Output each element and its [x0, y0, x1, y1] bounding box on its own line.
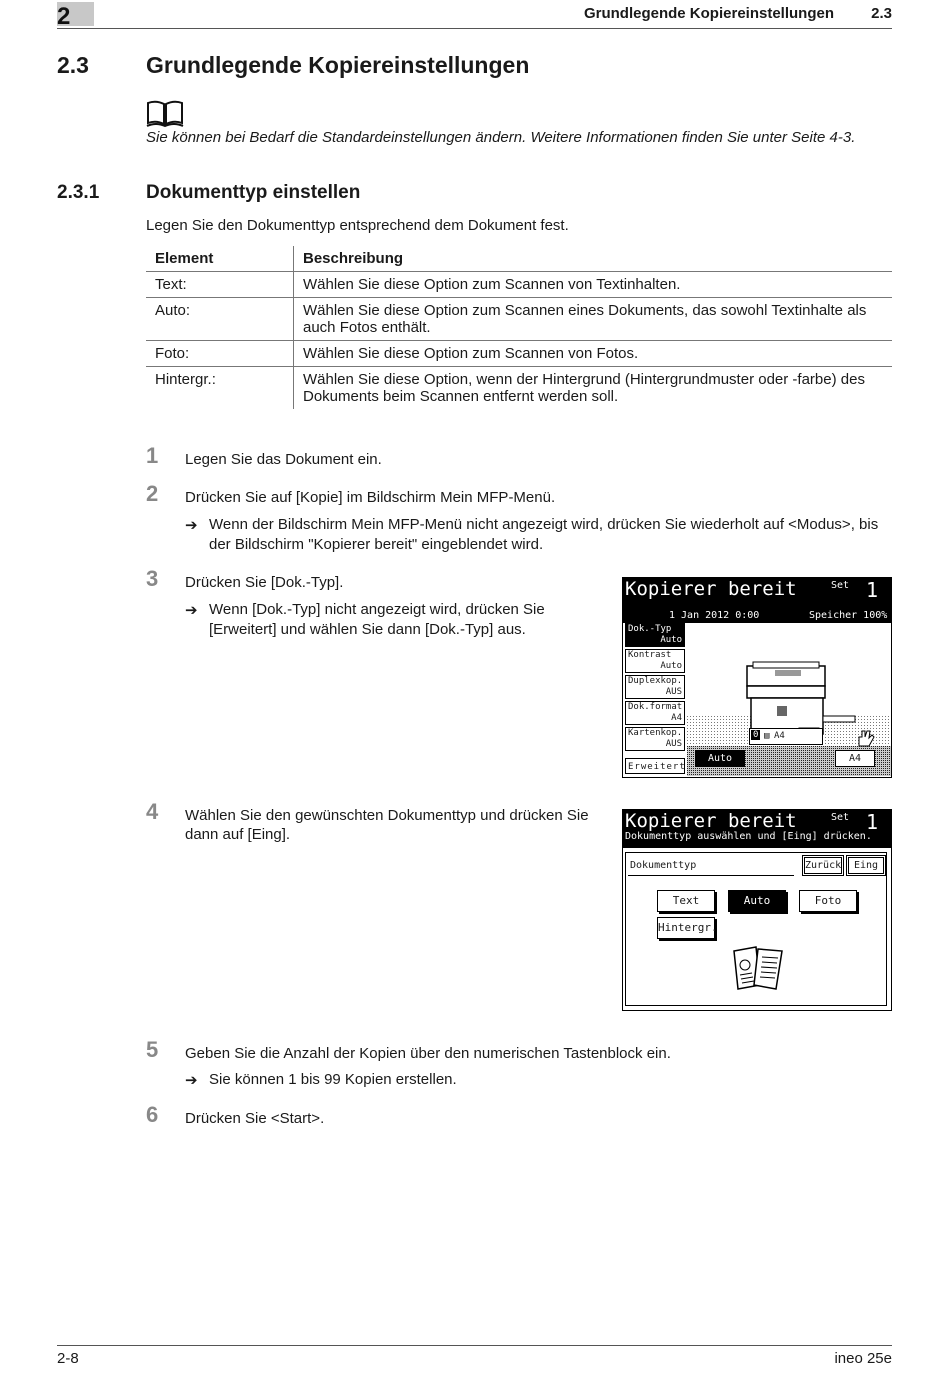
chapter-tab [57, 2, 94, 30]
footer-divider [57, 1345, 892, 1346]
table-header-row [146, 246, 892, 272]
step-number: 3 [146, 566, 159, 591]
auto-button[interactable]: Auto [695, 750, 745, 767]
duplex-button[interactable] [625, 675, 685, 699]
running-header-section: 2.3 [871, 5, 892, 22]
subsection-title: Dokumenttyp einstellen [146, 182, 361, 203]
table-cell-description: Wählen Sie diese Option, wenn der Hintergrund (Hintergrundmuster oder -farbe) des Dokuments beim Scannen entfernt werden soll. [303, 371, 865, 405]
section-number: 2.3 [57, 52, 89, 78]
doc-type-button[interactable] [625, 623, 685, 647]
product-name: ineo 25e [834, 1350, 892, 1367]
step-text: Drücken Sie [Dok.-Typ]. [185, 574, 344, 591]
doc-type-panel [625, 852, 887, 1006]
copy-count: 1 [866, 810, 879, 834]
step-text: Wählen Sie den gewünschten Dokumenttyp und drücken Sie dann auf [Eing]. [185, 807, 589, 843]
copier-ready-screen [622, 577, 892, 778]
background-option-button[interactable]: Hintergr. [657, 917, 715, 939]
back-button[interactable]: Zurück [804, 857, 842, 874]
side-button-value: Auto [660, 661, 682, 671]
contrast-button[interactable] [625, 649, 685, 673]
table-cell-description: Wählen Sie diese Option zum Scannen von Textinhalten. [303, 276, 681, 293]
column-header-description: Beschreibung [303, 250, 404, 267]
paper-icon: ▤ [764, 731, 770, 741]
side-button-label: Kontrast [628, 650, 672, 660]
document-icon [728, 945, 786, 991]
paper-size-button[interactable]: A4 [835, 750, 875, 767]
chapter-number: 2 [57, 3, 71, 30]
step-text: Geben Sie die Anzahl der Kopien über den numerischen Tastenblock ein. [185, 1045, 671, 1062]
step-number: 2 [146, 481, 159, 506]
side-button-value: Auto [660, 635, 682, 645]
screen-title: Kopierer bereit [625, 810, 797, 832]
arrow-icon: ➔ [185, 517, 198, 534]
step-text: Legen Sie das Dokument ein. [185, 451, 382, 468]
auto-option-button[interactable]: Auto [728, 890, 786, 912]
table-cell-element: Hintergr.: [146, 367, 294, 410]
side-button-label: Kartenkop. [628, 728, 683, 738]
step-text: Drücken Sie <Start>. [185, 1110, 325, 1127]
table-cell-description: Wählen Sie diese Option zum Scannen von Fotos. [303, 345, 639, 362]
table-cell-element: Auto: [146, 298, 294, 341]
arrow-icon: ➔ [185, 1072, 198, 1089]
side-button-label: Dok.format [628, 702, 683, 712]
header-divider [57, 28, 892, 29]
step-subtext: Wenn der Bildschirm Mein MFP-Menü nicht angezeigt wird, drücken Sie wiederholt auf <Modus>, bis der Bildschirm "Kopierer bereit" eingeblendet wird. [209, 516, 879, 553]
column-header-element: Element [146, 246, 294, 272]
card-copy-button[interactable] [625, 727, 685, 751]
step-number: 4 [146, 799, 159, 824]
table-cell-element: Foto: [146, 341, 294, 367]
step-subtext: Sie können 1 bis 99 Kopien erstellen. [209, 1071, 457, 1088]
side-button-value: AUS [665, 739, 682, 749]
section-title: Grundlegende Kopiereinstellungen [146, 52, 530, 78]
side-button-value: AUS [665, 687, 682, 697]
subsection-number: 2.3.1 [57, 182, 100, 203]
memory-display: Speicher 100% [809, 610, 888, 621]
doc-type-screen [622, 809, 892, 1011]
screen-title: Kopierer bereit [625, 578, 797, 600]
tray-number: 0 [753, 730, 759, 740]
doc-format-button[interactable] [625, 701, 685, 725]
step-text: Drücken Sie auf [Kopie] im Bildschirm Mein MFP-Menü. [185, 489, 556, 506]
page-number: 2-8 [57, 1350, 79, 1367]
step-number: 1 [146, 443, 159, 468]
document-type-table [146, 246, 892, 409]
step-number: 6 [146, 1102, 159, 1127]
table-cell-element: Text: [146, 272, 294, 298]
date-display: 1 Jan 2012 0:00 [669, 610, 760, 621]
extended-button-label: Erweitert [628, 762, 686, 772]
paper-size-label: A4 [774, 731, 785, 741]
step-number: 5 [146, 1037, 159, 1062]
paper-tray-indicator[interactable] [749, 728, 823, 745]
table-row [146, 272, 892, 298]
running-header-title: Grundlegende Kopiereinstellungen [583, 5, 834, 22]
text-option-button[interactable]: Text [657, 890, 715, 912]
table-row [146, 298, 892, 341]
extended-button[interactable] [625, 758, 685, 774]
doc-type-field-label: Dokumenttyp [628, 857, 794, 876]
enter-button[interactable]: Eing [848, 857, 884, 874]
side-button-label: Duplexkop. [628, 676, 683, 686]
side-button-value: A4 [671, 713, 682, 723]
photo-option-button[interactable]: Foto [799, 890, 857, 912]
book-icon [146, 100, 184, 128]
table-cell-description: Wählen Sie diese Option zum Scannen eines Dokuments, das sowohl Textinhalte als auch Fotos enthält. [303, 302, 867, 336]
table-row [146, 341, 892, 367]
step-subtext: Wenn [Dok.-Typ] nicht angezeigt wird, drücken Sie [Erweitert] und wählen Sie dann [Dok.-Typ] aus. [209, 601, 545, 638]
hand-icon [855, 728, 877, 748]
subsection-intro: Legen Sie den Dokumenttyp entsprechend dem Dokument fest. [146, 217, 569, 234]
table-row [146, 367, 892, 410]
side-button-label: Dok.-Typ [628, 624, 672, 634]
copy-count: 1 [866, 578, 879, 602]
note-text: Sie können bei Bedarf die Standardeinstellungen ändern. Weitere Informationen finden Sie unter Seite 4-3. [146, 129, 856, 146]
arrow-icon: ➔ [185, 602, 198, 619]
set-label: Set [831, 580, 850, 591]
set-label: Set [831, 812, 850, 823]
instruction-text: Dokumenttyp auswählen und [Eing] drücken. [625, 831, 872, 842]
